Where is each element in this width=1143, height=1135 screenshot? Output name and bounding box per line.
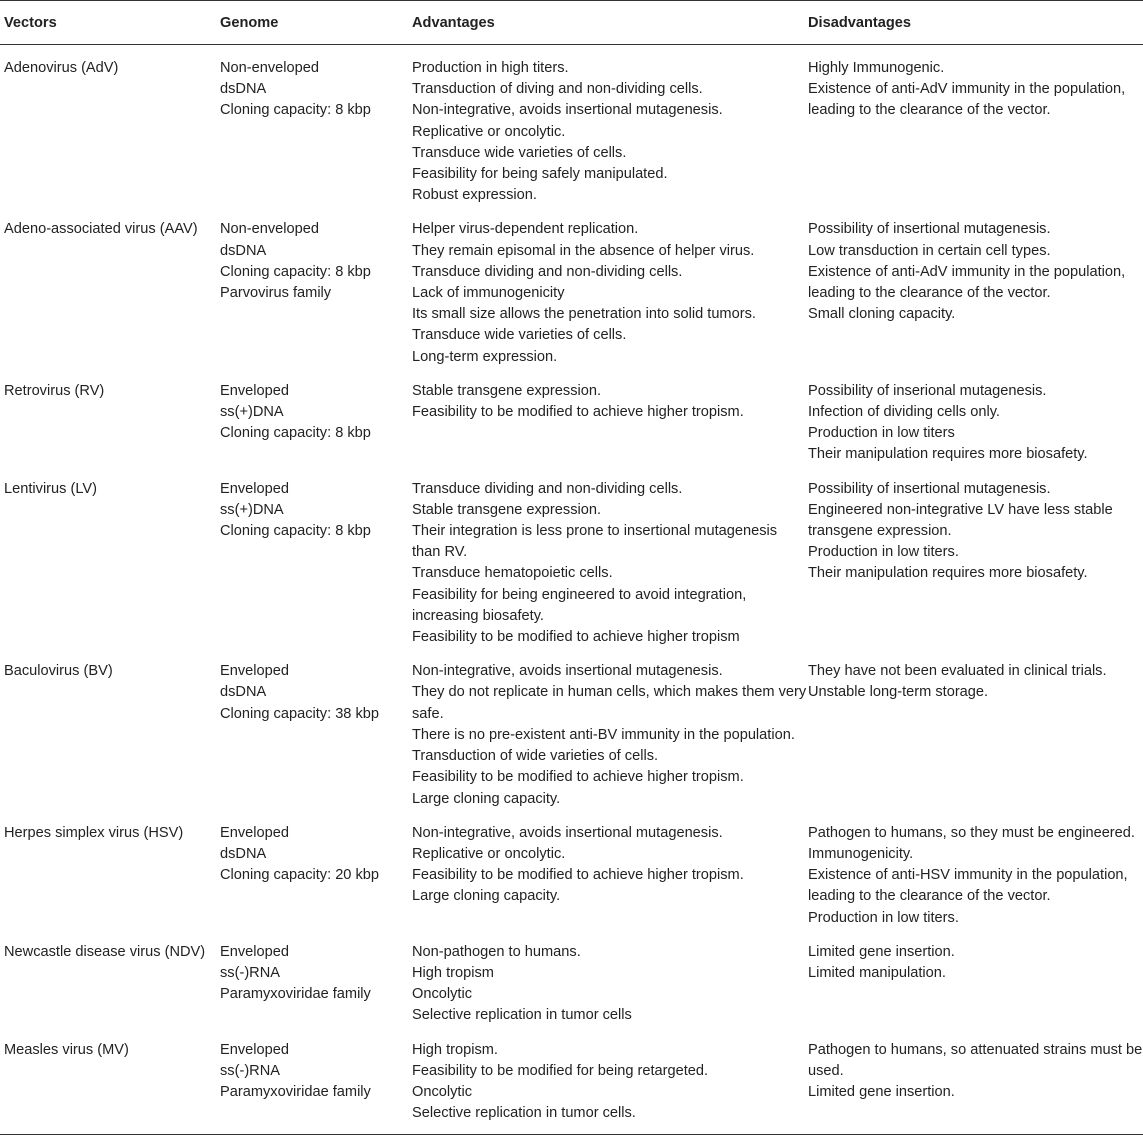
cell-disadvantages xyxy=(808,810,1143,929)
advantage-item: Its small size allows the penetration into solid tumors. xyxy=(412,306,756,323)
vector-name: Lentivirus (LV) xyxy=(4,480,97,497)
advantage-item: Selective replication in tumor cells. xyxy=(412,1105,636,1122)
genome-line: Paramyxoviridae family xyxy=(220,1083,371,1100)
advantage-item: Stable transgene expression. xyxy=(412,382,602,399)
cell-vector xyxy=(0,368,220,466)
disadvantage-item: Production in low titers. xyxy=(808,544,959,561)
cell-genome xyxy=(220,929,412,1027)
disadvantage-item: Production in low titers xyxy=(808,425,955,442)
cell-vector xyxy=(0,1027,220,1135)
advantage-item: Non-pathogen to humans. xyxy=(412,943,581,960)
advantage-item: Transduction of wide varieties of cells. xyxy=(412,748,659,765)
disadvantage-item: Pathogen to humans, so attenuated strains must be used. xyxy=(808,1041,1143,1079)
advantage-item: Non-integrative, avoids insertional mutagenesis. xyxy=(412,824,723,841)
disadvantage-item: Possibility of insertional mutagenesis. xyxy=(808,221,1051,238)
disadvantage-item: Engineered non-integrative LV have less stable transgene expression. xyxy=(808,501,1113,540)
advantage-item: Replicative or oncolytic. xyxy=(412,845,566,862)
disadvantage-item: They have not been evaluated in clinical trials. xyxy=(808,663,1107,680)
cell-vector xyxy=(0,929,220,1027)
advantage-item: Large cloning capacity. xyxy=(412,888,561,905)
advantage-item: Non-integrative, avoids insertional mutagenesis. xyxy=(412,663,723,680)
disadvantage-item: Unstable long-term storage. xyxy=(808,684,989,701)
header-genome: Genome xyxy=(220,1,412,45)
genome-line: Enveloped xyxy=(220,1041,289,1058)
table-row xyxy=(0,1027,1143,1135)
disadvantage-item: Possibility of insertional mutagenesis. xyxy=(808,480,1051,497)
cell-genome xyxy=(220,206,412,367)
advantage-item: Transduce dividing and non-dividing cells. xyxy=(412,263,683,280)
advantage-item: Oncolytic xyxy=(412,986,473,1003)
advantage-item: Transduce wide varieties of cells. xyxy=(412,327,627,344)
table-row xyxy=(0,929,1143,1027)
genome-line: Cloning capacity: 8 kbp xyxy=(220,263,371,280)
advantage-item: Non-integrative, avoids insertional mutagenesis. xyxy=(412,102,723,119)
advantage-item: Long-term expression. xyxy=(412,348,558,365)
cell-advantages xyxy=(412,929,808,1027)
genome-line: ss(-)RNA xyxy=(220,964,280,981)
cell-disadvantages xyxy=(808,1027,1143,1135)
cell-disadvantages xyxy=(808,45,1143,207)
genome-line: Cloning capacity: 8 kbp xyxy=(220,102,371,119)
header-disadvantages: Disadvantages xyxy=(808,1,1143,45)
vector-name: Adeno-associated virus (AAV) xyxy=(4,221,198,238)
advantage-item: Transduction of diving and non-dividing cells. xyxy=(412,81,703,98)
genome-line: Enveloped xyxy=(220,382,289,399)
vector-name: Retrovirus (RV) xyxy=(4,382,105,399)
table-row xyxy=(0,466,1143,649)
table-row xyxy=(0,368,1143,466)
genome-line: Enveloped xyxy=(220,943,289,960)
advantage-item: They remain episomal in the absence of helper virus. xyxy=(412,242,755,259)
cell-advantages xyxy=(412,648,808,809)
genome-line: dsDNA xyxy=(220,81,267,98)
advantage-item: High tropism xyxy=(412,964,494,981)
genome-line: Enveloped xyxy=(220,480,289,497)
cell-disadvantages xyxy=(808,466,1143,649)
cell-genome xyxy=(220,368,412,466)
genome-line: Enveloped xyxy=(220,824,289,841)
cell-genome xyxy=(220,466,412,649)
advantage-item: Feasibility to be modified to achieve higher tropism xyxy=(412,629,740,646)
disadvantage-item: Limited manipulation. xyxy=(808,964,946,981)
cell-vector xyxy=(0,206,220,367)
cell-disadvantages xyxy=(808,929,1143,1027)
cell-vector xyxy=(0,466,220,649)
genome-line: Non-enveloped xyxy=(220,221,319,238)
header-vectors: Vectors xyxy=(0,1,220,45)
genome-line: ss(+)DNA xyxy=(220,501,284,518)
disadvantage-item: Their manipulation requires more biosafety. xyxy=(808,446,1088,463)
header-row xyxy=(0,1,1143,45)
cell-vector xyxy=(0,45,220,207)
cell-advantages xyxy=(412,466,808,649)
disadvantage-item: Existence of anti-HSV immunity in the population, leading to the clearance of the vector. xyxy=(808,867,1128,905)
table-body xyxy=(0,45,1143,1135)
advantage-item: Lack of immunogenicity xyxy=(412,285,565,302)
cell-advantages xyxy=(412,368,808,466)
vector-name: Newcastle disease virus (NDV) xyxy=(4,943,206,960)
disadvantage-item: Possibility of inserional mutagenesis. xyxy=(808,382,1047,399)
genome-line: ss(-)RNA xyxy=(220,1062,280,1079)
genome-line: dsDNA xyxy=(220,845,267,862)
disadvantage-item: Existence of anti-AdV immunity in the population, leading to the clearance of the vector. xyxy=(808,263,1126,302)
genome-line: Enveloped xyxy=(220,663,289,680)
disadvantage-item: Production in low titers. xyxy=(808,909,959,926)
genome-line: ss(+)DNA xyxy=(220,404,284,421)
table-row xyxy=(0,810,1143,929)
cell-genome xyxy=(220,45,412,207)
disadvantage-item: Small cloning capacity. xyxy=(808,306,956,323)
genome-line: Cloning capacity: 38 kbp xyxy=(220,705,380,722)
cell-disadvantages xyxy=(808,206,1143,367)
cell-disadvantages xyxy=(808,368,1143,466)
advantage-item: Feasibility to be modified to achieve higher tropism. xyxy=(412,404,744,421)
advantage-item: Large cloning capacity. xyxy=(412,790,561,807)
vector-name: Adenovirus (AdV) xyxy=(4,60,119,76)
advantage-item: Feasibility to be modified to achieve higher tropism. xyxy=(412,867,744,884)
genome-line: Paramyxoviridae family xyxy=(220,986,371,1003)
advantage-item: Transduce dividing and non-dividing cells. xyxy=(412,480,683,497)
disadvantage-item: Low transduction in certain cell types. xyxy=(808,242,1051,259)
advantage-item: Feasibility for being engineered to avoid integration, increasing biosafety. xyxy=(412,586,747,624)
disadvantage-item: Limited gene insertion. xyxy=(808,943,955,960)
cell-genome xyxy=(220,648,412,809)
disadvantage-item: Highly Immunogenic. xyxy=(808,60,945,76)
vector-name: Herpes simplex virus (HSV) xyxy=(4,824,184,841)
genome-line: dsDNA xyxy=(220,242,267,259)
genome-line: Non-enveloped xyxy=(220,60,319,76)
advantage-item: Their integration is less prone to insertional mutagenesis than RV. xyxy=(412,523,778,561)
advantage-item: Feasibility to be modified to achieve higher tropism. xyxy=(412,769,744,786)
cell-vector xyxy=(0,648,220,809)
genome-line: Parvovirus family xyxy=(220,285,332,302)
advantage-item: There is no pre-existent anti-BV immunity in the population. xyxy=(412,726,795,743)
disadvantage-item: Their manipulation requires more biosafety. xyxy=(808,565,1088,582)
advantage-item: Transduce wide varieties of cells. xyxy=(412,144,627,161)
cell-advantages xyxy=(412,206,808,367)
cell-disadvantages xyxy=(808,648,1143,809)
advantage-item: Production in high titers. xyxy=(412,60,569,76)
disadvantage-item: Limited gene insertion. xyxy=(808,1083,955,1100)
advantage-item: Transduce hematopoietic cells. xyxy=(412,565,613,582)
vector-name: Measles virus (MV) xyxy=(4,1041,129,1058)
disadvantage-item: Immunogenicity. xyxy=(808,845,914,862)
advantage-item: Robust expression. xyxy=(412,187,537,204)
advantage-item: Replicative or oncolytic. xyxy=(412,123,566,140)
cell-genome xyxy=(220,1027,412,1135)
genome-line: Cloning capacity: 20 kbp xyxy=(220,867,380,884)
advantage-item: Oncolytic xyxy=(412,1083,473,1100)
advantage-item: Stable transgene expression. xyxy=(412,501,602,518)
table-row xyxy=(0,206,1143,367)
advantage-item: Helper virus-dependent replication. xyxy=(412,221,639,238)
cell-advantages xyxy=(412,1027,808,1135)
cell-advantages xyxy=(412,45,808,207)
advantage-item: Selective replication in tumor cells xyxy=(412,1007,632,1024)
header-advantages: Advantages xyxy=(412,1,808,45)
table-row xyxy=(0,45,1143,207)
cell-advantages xyxy=(412,810,808,929)
advantage-item: High tropism. xyxy=(412,1041,498,1058)
disadvantage-item: Pathogen to humans, so they must be engineered. xyxy=(808,824,1135,841)
genome-line: dsDNA xyxy=(220,684,267,701)
disadvantage-item: Existence of anti-AdV immunity in the population, leading to the clearance of the vector. xyxy=(808,81,1126,119)
genome-line: Cloning capacity: 8 kbp xyxy=(220,425,371,442)
disadvantage-item: Infection of dividing cells only. xyxy=(808,404,1000,421)
genome-line: Cloning capacity: 8 kbp xyxy=(220,523,371,540)
advantage-item: Feasibility for being safely manipulated. xyxy=(412,166,668,183)
table-row xyxy=(0,648,1143,809)
advantage-item: They do not replicate in human cells, which makes them very safe. xyxy=(412,684,807,722)
advantage-item: Feasibility to be modified for being retargeted. xyxy=(412,1062,709,1079)
vector-name: Baculovirus (BV) xyxy=(4,663,113,680)
table-header xyxy=(0,1,1143,45)
cell-genome xyxy=(220,810,412,929)
cell-vector xyxy=(0,810,220,929)
